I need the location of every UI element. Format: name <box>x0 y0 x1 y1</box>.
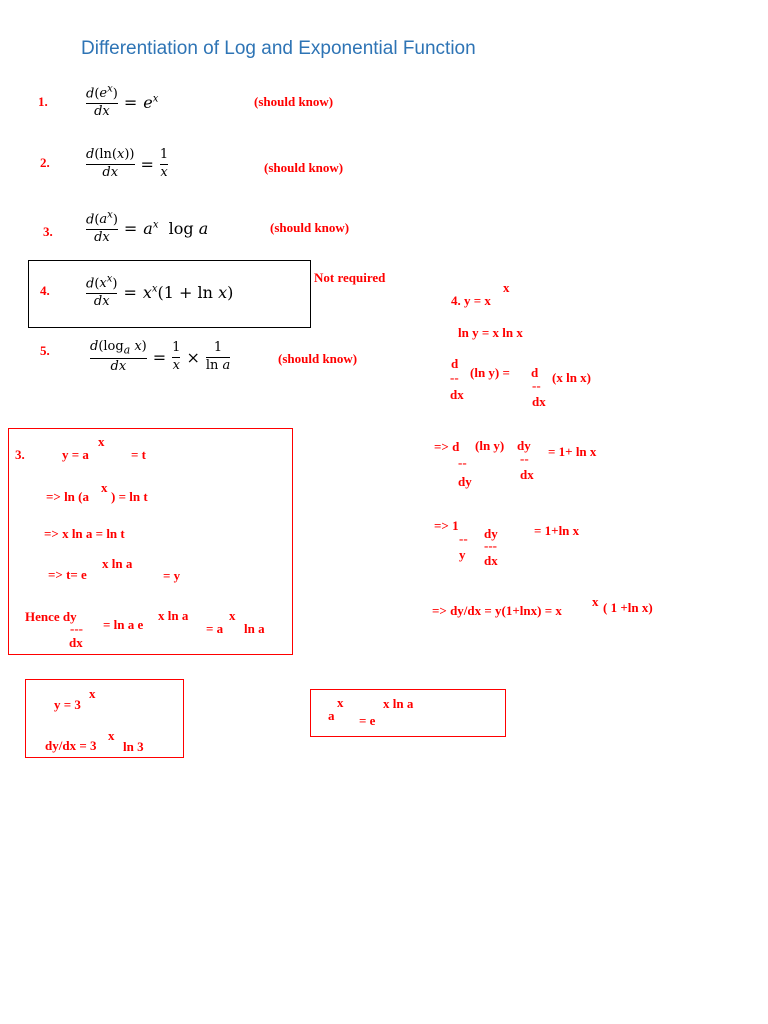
formula-5-note: (should know) <box>278 351 358 366</box>
deriv4-line5-end: = 1+ln x <box>534 523 580 538</box>
deriv4-line3-dx2: dx <box>532 394 546 409</box>
deriv3-l4-sup: x ln a <box>102 556 133 571</box>
deriv3-l5-sup: x ln a <box>158 608 189 623</box>
deriv3-l4-a: => t= e <box>48 567 87 582</box>
deriv3-l5-b: = ln a e <box>103 617 144 632</box>
deriv4-line4-a: => d <box>434 439 460 454</box>
deriv4-line3-d2: d <box>531 365 539 380</box>
example-3x-l2: dy/dx = 3 <box>45 738 97 753</box>
formula-2-note: (should know) <box>264 160 344 175</box>
formula-1: $\frac{d(e^x)}{dx}$ = $e^x$ <box>86 84 159 120</box>
identity-sup: x ln a <box>383 696 414 711</box>
deriv4-line3-d: d <box>451 356 459 371</box>
deriv4-line5-dash: -- <box>459 531 468 546</box>
deriv4-line4-dx: dx <box>520 467 534 482</box>
deriv4-line2: ln y = x ln x <box>458 325 523 340</box>
deriv3-l2-a: => ln (a <box>46 489 89 504</box>
page-title: Differentiation of Log and Exponential Function <box>81 38 476 59</box>
example-3x-l1: y = 3 <box>54 697 81 712</box>
identity-a: a <box>328 708 335 723</box>
deriv3-l1-sup: x <box>98 434 105 449</box>
deriv4-line5-dx: dx <box>484 553 498 568</box>
deriv4-line3-dx: dx <box>450 387 464 402</box>
deriv3-l5-c: = a <box>206 621 224 636</box>
deriv4-line4-b: (ln y) <box>475 438 505 453</box>
deriv3-number: 3. <box>15 447 25 462</box>
deriv3-l1-b: = t <box>131 447 146 462</box>
formula-3-note: (should know) <box>270 220 350 235</box>
deriv4-line4-dash1: -- <box>458 455 467 470</box>
deriv4-line3-end: (x ln x) <box>552 370 591 385</box>
formula-4: $\frac{d(x^x)}{dx}$ = $x^x(1 + \ln x)$ <box>86 274 234 310</box>
deriv3-l5-sup2: x <box>229 608 236 623</box>
deriv4-line3-dash: -- <box>450 370 459 385</box>
formula-2-number: 2. <box>40 155 50 170</box>
deriv3-l4-b: = y <box>163 568 181 583</box>
deriv4-line6: => dy/dx = y(1+lnx) = x <box>432 603 562 618</box>
example-3x-l2-sup: x <box>108 728 115 743</box>
formula-4-note: Not required <box>314 270 386 285</box>
deriv3-l5-dash: --- <box>70 621 83 636</box>
formula-2: $\frac{d(\ln(x))}{dx}$ = $\frac{1}{x}$ <box>86 147 169 180</box>
deriv4-line5-dy: dy <box>484 526 498 541</box>
deriv3-l5-a: Hence dy <box>25 609 77 624</box>
example-3x-l2-b: ln 3 <box>123 739 144 754</box>
deriv4-line6-end: ( 1 +ln x) <box>603 600 653 615</box>
deriv4-line4-dy: dy <box>517 438 531 453</box>
deriv3-l3: => x ln a = ln t <box>44 526 125 541</box>
formula-5: $\frac{d(\log_a x)}{dx}$ = $\frac{1}{x}$ × $\frac{1}{\text{ln a}}$ <box>90 339 231 375</box>
identity-sup-x: x <box>337 695 344 710</box>
deriv4-line1: 4. y = x <box>451 293 491 308</box>
deriv4-line4-dy2: dy <box>458 474 472 489</box>
deriv3-l2-b: ) = ln t <box>111 489 148 504</box>
deriv4-line1-sup: x <box>503 280 510 295</box>
formula-1-note: (should know) <box>254 94 334 109</box>
deriv4-line4-end: = 1+ ln x <box>548 444 597 459</box>
formula-4-number: 4. <box>40 283 50 298</box>
deriv4-line5-dash2: --- <box>484 538 497 553</box>
deriv4-line3-dash2: -- <box>532 378 541 393</box>
deriv3-l2-sup: x <box>101 480 108 495</box>
deriv4-line5-a: => 1 <box>434 518 459 533</box>
formula-3: $\frac{d(a^x)}{dx}$ = $a^x$ log a <box>86 210 209 246</box>
formula-3-number: 3. <box>43 224 53 239</box>
deriv3-l5-d: ln a <box>244 621 265 636</box>
example-3x-l1-sup: x <box>89 686 96 701</box>
formula-1-number: 1. <box>38 94 48 109</box>
deriv3-l5-dx: dx <box>69 635 83 650</box>
deriv3-l1-a: y = a <box>62 447 89 462</box>
deriv4-line4-dash2: -- <box>520 451 529 466</box>
deriv4-line6-sup: x <box>592 594 599 609</box>
deriv4-line5-y: y <box>459 547 466 562</box>
identity-eq: = e <box>359 713 376 728</box>
formula-5-number: 5. <box>40 343 50 358</box>
deriv4-line3-mid: (ln y) = <box>470 365 510 380</box>
